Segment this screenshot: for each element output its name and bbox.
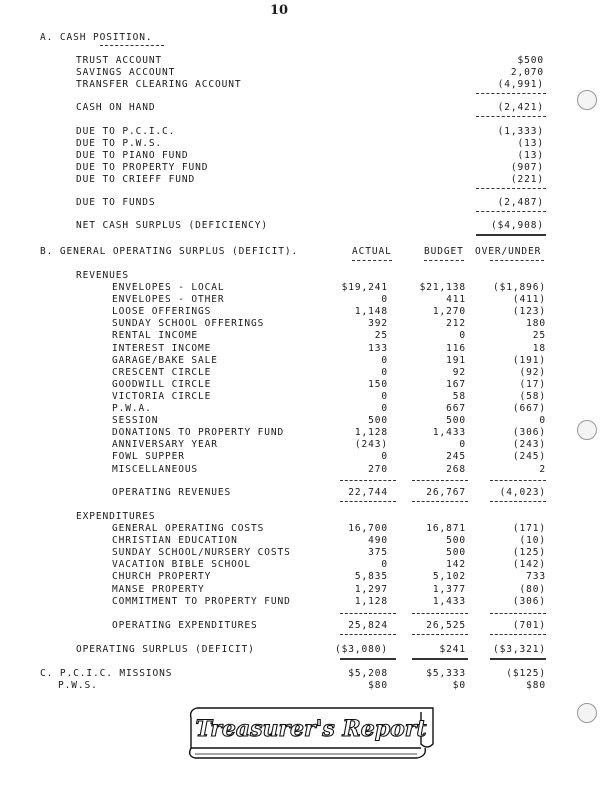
due-to-funds-label: DUE TO FUNDS bbox=[76, 197, 156, 208]
due-value: (13) bbox=[517, 138, 544, 149]
row-actual: 500 bbox=[368, 415, 388, 427]
row-budget: 1,270 bbox=[432, 306, 466, 318]
row-actual: 0 bbox=[381, 354, 388, 366]
row-label: RENTAL INCOME bbox=[112, 330, 199, 342]
row-label: CHRISTIAN EDUCATION bbox=[112, 535, 238, 547]
row-actual: 0 bbox=[381, 559, 388, 571]
subtotal-rule bbox=[490, 634, 546, 635]
row-actual: 0 bbox=[381, 390, 388, 402]
due-label: DUE TO P.W.S. bbox=[76, 138, 163, 149]
subtotal-rule bbox=[412, 613, 468, 614]
section-a-heading: A. CASH POSITION. bbox=[40, 32, 153, 43]
row-budget: 0 bbox=[459, 330, 466, 342]
row-budget: 500 bbox=[446, 535, 466, 547]
row-actual: 0 bbox=[381, 451, 388, 463]
row-over-under: ($1,896) bbox=[493, 282, 546, 293]
row-over-under: (171) bbox=[512, 523, 546, 534]
section-c-heading: C. P.C.I.C. MISSIONS bbox=[40, 668, 173, 679]
operating-expenditures-actual: 25,824 bbox=[348, 620, 388, 631]
row-actual: 375 bbox=[368, 547, 388, 559]
row-budget: 167 bbox=[446, 378, 466, 390]
row-label: SUNDAY SCHOOL OFFERINGS bbox=[112, 318, 265, 330]
row-actual: 392 bbox=[368, 318, 388, 330]
operating-surplus-label: OPERATING SURPLUS (DEFICIT) bbox=[76, 644, 255, 655]
column-header-budget: BUDGET bbox=[424, 246, 464, 257]
row-actual: 0 bbox=[381, 366, 388, 378]
due-label: DUE TO CRIEFF FUND bbox=[76, 174, 196, 185]
operating-surplus-budget: $241 bbox=[439, 644, 466, 655]
due-value: (221) bbox=[510, 174, 544, 185]
row-actual: 25 bbox=[374, 330, 388, 342]
subtotal-rule bbox=[476, 116, 546, 117]
account-value: $500 bbox=[517, 55, 544, 66]
page-number: 10 bbox=[270, 3, 289, 18]
row-actual: 490 bbox=[368, 535, 388, 547]
subtotal-rule bbox=[412, 480, 468, 481]
subtotal-rule bbox=[476, 93, 546, 94]
operating-revenues-budget: 26,767 bbox=[426, 487, 466, 498]
cash-on-hand-label: CASH ON HAND bbox=[76, 102, 156, 113]
row-actual: 1,297 bbox=[354, 583, 388, 595]
operating-revenues-label: OPERATING REVENUES bbox=[112, 487, 232, 498]
operating-revenues-actual: 22,744 bbox=[348, 487, 388, 498]
total-double-rule bbox=[476, 234, 546, 239]
total-double-rule bbox=[412, 658, 468, 663]
row-over-under: (80) bbox=[519, 583, 546, 595]
account-value: 2,070 bbox=[510, 67, 544, 78]
row-label: MANSE PROPERTY bbox=[112, 583, 205, 595]
subtotal-rule bbox=[340, 501, 396, 502]
missions-budget: $5,333 bbox=[426, 668, 466, 679]
column-header-over-under: OVER/UNDER bbox=[475, 246, 542, 257]
row-label: SESSION bbox=[112, 415, 159, 427]
row-actual: 0 bbox=[381, 294, 388, 306]
operating-expenditures-over-under: (701) bbox=[512, 620, 546, 631]
row-actual: 16,700 bbox=[348, 523, 388, 534]
row-label: VICTORIA CIRCLE bbox=[112, 390, 212, 402]
row-over-under: 733 bbox=[526, 571, 546, 583]
row-budget: 142 bbox=[446, 559, 466, 571]
due-label: DUE TO P.C.I.C. bbox=[76, 126, 176, 137]
subtotal-rule bbox=[412, 634, 468, 635]
row-actual: 5,835 bbox=[354, 571, 388, 583]
row-actual: 270 bbox=[368, 463, 388, 475]
total-double-rule bbox=[490, 658, 546, 663]
subtotal-rule bbox=[490, 480, 546, 481]
row-label: GENERAL OPERATING COSTS bbox=[112, 523, 265, 534]
row-label: MISCELLANEOUS bbox=[112, 463, 199, 475]
row-label: LOOSE OFFERINGS bbox=[112, 306, 212, 318]
operating-revenues-over-under: (4,023) bbox=[499, 487, 546, 498]
total-double-rule bbox=[340, 658, 396, 663]
row-over-under: (411) bbox=[512, 294, 546, 306]
heading-underline bbox=[100, 45, 164, 46]
row-actual: 133 bbox=[368, 342, 388, 354]
row-over-under: 180 bbox=[526, 318, 546, 330]
subtotal-rule bbox=[412, 501, 468, 502]
account-value: (4,991) bbox=[497, 79, 544, 90]
column-header-actual: ACTUAL bbox=[352, 246, 392, 257]
account-label: TRANSFER CLEARING ACCOUNT bbox=[76, 79, 242, 90]
row-over-under: 18 bbox=[532, 342, 546, 354]
binder-hole bbox=[577, 420, 597, 440]
row-actual: (243) bbox=[354, 439, 388, 451]
row-over-under: 0 bbox=[539, 415, 546, 427]
row-over-under: 25 bbox=[532, 330, 546, 342]
subtotal-rule bbox=[490, 613, 546, 614]
due-value: (1,333) bbox=[497, 126, 544, 137]
binder-hole bbox=[577, 703, 597, 723]
row-label: FOWL SUPPER bbox=[112, 451, 185, 463]
subtotal-rule bbox=[476, 188, 546, 189]
net-cash-value: ($4,908) bbox=[491, 220, 544, 231]
due-to-funds-value: (2,487) bbox=[497, 197, 544, 208]
row-actual: 0 bbox=[381, 403, 388, 414]
missions-over-under: ($125) bbox=[506, 668, 546, 679]
subtotal-rule bbox=[340, 613, 396, 614]
due-label: DUE TO PROPERTY FUND bbox=[76, 162, 209, 173]
row-actual: $19,241 bbox=[341, 282, 388, 293]
operating-expenditures-label: OPERATING EXPENDITURES bbox=[112, 620, 258, 631]
row-over-under: (17) bbox=[519, 378, 546, 390]
pws-actual: $80 bbox=[368, 680, 388, 691]
header-underline bbox=[424, 260, 464, 261]
row-label: ENVELOPES - LOCAL bbox=[112, 282, 225, 293]
row-actual: 150 bbox=[368, 378, 388, 390]
row-budget: 191 bbox=[446, 354, 466, 366]
row-over-under: (306) bbox=[512, 595, 546, 607]
row-budget: 1,433 bbox=[432, 427, 466, 439]
row-budget: 92 bbox=[452, 366, 466, 378]
row-over-under: (10) bbox=[519, 535, 546, 547]
header-underline bbox=[352, 260, 392, 261]
due-label: DUE TO PIANO FUND bbox=[76, 150, 189, 161]
row-over-under: (667) bbox=[512, 403, 546, 414]
logo-text: Treasurer's Report bbox=[195, 716, 427, 742]
due-value: (907) bbox=[510, 162, 544, 173]
row-budget: 245 bbox=[446, 451, 466, 463]
row-budget: 116 bbox=[446, 342, 466, 354]
subtotal-rule bbox=[476, 211, 546, 212]
subtotal-rule bbox=[340, 480, 396, 481]
row-budget: 667 bbox=[446, 403, 466, 414]
row-over-under: (243) bbox=[512, 439, 546, 451]
treasurers-report-logo bbox=[185, 704, 440, 762]
row-budget: 16,871 bbox=[426, 523, 466, 534]
due-value: (13) bbox=[517, 150, 544, 161]
pws-budget: $0 bbox=[452, 680, 466, 691]
account-label: SAVINGS ACCOUNT bbox=[76, 67, 176, 78]
row-budget: 58 bbox=[452, 390, 466, 402]
cash-on-hand-value: (2,421) bbox=[497, 102, 544, 113]
operating-surplus-actual: ($3,080) bbox=[335, 644, 388, 655]
row-over-under: (142) bbox=[512, 559, 546, 571]
pws-over-under: $80 bbox=[526, 680, 546, 691]
binder-hole bbox=[577, 90, 597, 110]
expenditures-label: EXPENDITURES bbox=[76, 511, 156, 522]
row-label: COMMITMENT TO PROPERTY FUND bbox=[112, 595, 291, 607]
row-over-under: 2 bbox=[539, 463, 546, 475]
row-over-under: (245) bbox=[512, 451, 546, 463]
section-b-heading: B. GENERAL OPERATING SURPLUS (DEFICIT). bbox=[40, 246, 299, 257]
net-cash-label: NET CASH SURPLUS (DEFICIENCY) bbox=[76, 220, 268, 231]
row-label: GARAGE/BAKE SALE bbox=[112, 354, 218, 366]
operating-expenditures-budget: 26,525 bbox=[426, 620, 466, 631]
row-budget: $21,138 bbox=[419, 282, 466, 293]
revenues-label: REVENUES bbox=[76, 270, 129, 281]
operating-surplus-over-under: ($3,321) bbox=[493, 644, 546, 655]
row-label: VACATION BIBLE SCHOOL bbox=[112, 559, 252, 571]
row-over-under: (58) bbox=[519, 390, 546, 402]
row-actual: 1,128 bbox=[354, 427, 388, 439]
missions-actual: $5,208 bbox=[348, 668, 388, 679]
row-budget: 500 bbox=[446, 547, 466, 559]
row-budget: 5,102 bbox=[432, 571, 466, 583]
row-over-under: (191) bbox=[512, 354, 546, 366]
row-label: ENVELOPES - OTHER bbox=[112, 294, 225, 306]
row-over-under: (92) bbox=[519, 366, 546, 378]
row-budget: 268 bbox=[446, 463, 466, 475]
row-actual: 1,148 bbox=[354, 306, 388, 318]
row-budget: 212 bbox=[446, 318, 466, 330]
row-label: CRESCENT CIRCLE bbox=[112, 366, 212, 378]
row-label: P.W.A. bbox=[112, 403, 152, 414]
row-over-under: (306) bbox=[512, 427, 546, 439]
row-budget: 1,377 bbox=[432, 583, 466, 595]
row-label: ANNIVERSARY YEAR bbox=[112, 439, 218, 451]
row-budget: 0 bbox=[459, 439, 466, 451]
row-label: CHURCH PROPERTY bbox=[112, 571, 212, 583]
header-underline bbox=[490, 260, 544, 261]
row-over-under: (125) bbox=[512, 547, 546, 559]
row-label: SUNDAY SCHOOL/NURSERY COSTS bbox=[112, 547, 291, 559]
account-label: TRUST ACCOUNT bbox=[76, 55, 163, 66]
row-label: GOODWILL CIRCLE bbox=[112, 378, 212, 390]
row-label: DONATIONS TO PROPERTY FUND bbox=[112, 427, 285, 439]
subtotal-rule bbox=[490, 501, 546, 502]
row-over-under: (123) bbox=[512, 306, 546, 318]
row-budget: 1,433 bbox=[432, 595, 466, 607]
row-actual: 1,128 bbox=[354, 595, 388, 607]
row-label: INTEREST INCOME bbox=[112, 342, 212, 354]
row-budget: 500 bbox=[446, 415, 466, 427]
subtotal-rule bbox=[340, 634, 396, 635]
row-budget: 411 bbox=[446, 294, 466, 306]
section-c-subheading: P.W.S. bbox=[58, 680, 98, 691]
